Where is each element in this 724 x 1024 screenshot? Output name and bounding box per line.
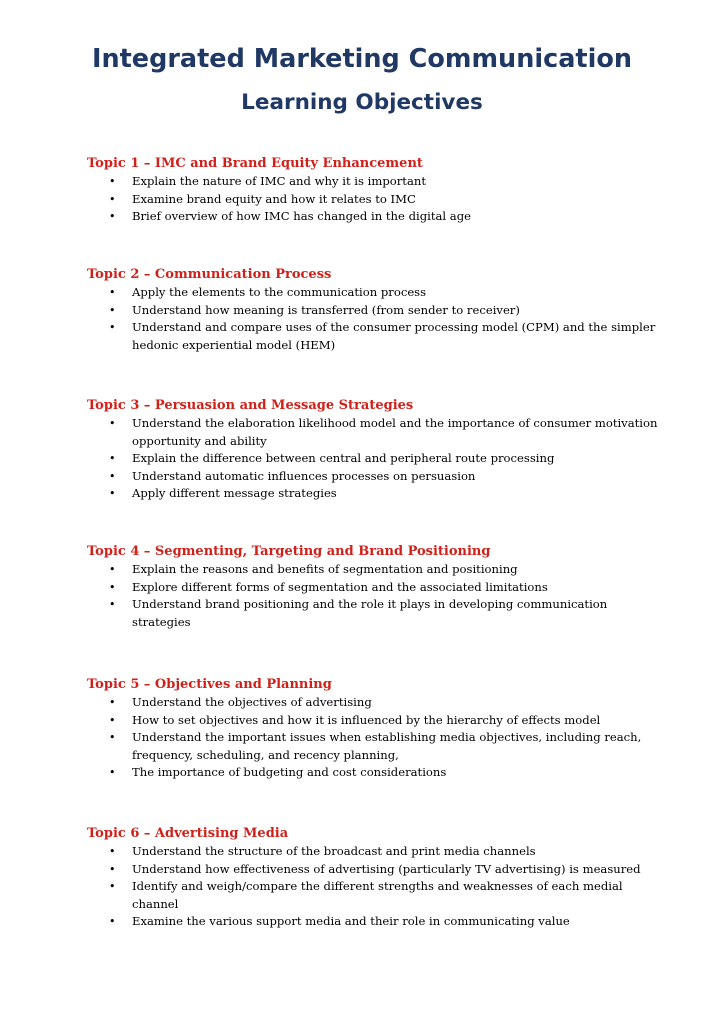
bullet-icon: • bbox=[109, 417, 116, 430]
bullet-icon: • bbox=[109, 731, 116, 744]
bullet-icon: • bbox=[109, 175, 116, 188]
list-item bbox=[87, 729, 664, 764]
topic-heading: Topic 5 – Objectives and Planning bbox=[87, 677, 332, 692]
list-item-text: Explain the nature of IMC and why it is important bbox=[132, 174, 426, 188]
list-item-text: How to set objectives and how it is influenced by the hierarchy of effects model bbox=[132, 712, 601, 727]
list-item-text: Understand how effectiveness of advertising (particularly TV advertising) is measured bbox=[132, 861, 641, 876]
list-item-text: Identify and weigh/compare the different strengths and weaknesses of each medial channel bbox=[132, 879, 623, 911]
bullet-icon: • bbox=[109, 210, 116, 223]
list-item bbox=[87, 208, 664, 226]
bullet-icon: • bbox=[109, 286, 116, 299]
bullet-icon: • bbox=[109, 469, 116, 483]
list-item bbox=[87, 319, 664, 354]
list-item bbox=[87, 450, 664, 468]
list-item bbox=[87, 694, 664, 712]
bullet-icon: • bbox=[109, 696, 116, 709]
bullet-icon: • bbox=[109, 321, 116, 334]
list-item-text: Understand automatic influences processes on persuasion bbox=[132, 468, 476, 483]
list-item bbox=[87, 415, 664, 450]
bullet-icon: • bbox=[109, 713, 116, 727]
list-item bbox=[87, 913, 664, 931]
bullet-list bbox=[87, 415, 664, 503]
bullet-list bbox=[87, 843, 664, 931]
bullet-icon: • bbox=[109, 580, 116, 594]
topic-section-3 bbox=[87, 397, 664, 503]
bullet-list bbox=[87, 561, 664, 631]
bullet-icon: • bbox=[109, 563, 116, 576]
topic-heading: Topic 4 – Segmenting, Targeting and Brand Positioning bbox=[87, 544, 491, 559]
list-item-text: Apply the elements to the communication process bbox=[132, 285, 427, 299]
document-title: Integrated Marketing Communication bbox=[91, 44, 633, 74]
topic-heading: Topic 1 – IMC and Brand Equity Enhancement bbox=[87, 156, 423, 171]
topic-section-1 bbox=[87, 155, 664, 226]
list-item bbox=[87, 764, 664, 782]
list-item bbox=[87, 712, 664, 730]
list-item-text: The importance of budgeting and cost considerations bbox=[132, 765, 447, 779]
list-item-text: Explain the reasons and benefits of segmentation and positioning bbox=[132, 562, 518, 576]
list-item bbox=[87, 561, 664, 579]
bullet-icon: • bbox=[109, 303, 116, 317]
list-item-text: Brief overview of how IMC has changed in the digital age bbox=[132, 209, 471, 223]
list-item bbox=[87, 191, 664, 209]
list-item bbox=[87, 485, 664, 503]
list-item bbox=[87, 843, 664, 861]
document-subtitle: Learning Objectives bbox=[241, 90, 483, 115]
list-item-text: Apply different message strategies bbox=[132, 486, 337, 500]
list-item-text: Explain the difference between central and peripheral route processing bbox=[132, 451, 555, 465]
bullet-icon: • bbox=[109, 598, 116, 611]
bullet-list bbox=[87, 173, 664, 226]
topic-section-4 bbox=[87, 543, 664, 631]
topic-section-6 bbox=[87, 825, 664, 931]
list-item-text: Understand the elaboration likelihood model and the importance of consumer motivation opportunity and ability bbox=[132, 416, 658, 448]
list-item-text: Explore different forms of segmentation and the associated limitations bbox=[132, 579, 548, 594]
topic-section-2 bbox=[87, 266, 664, 354]
list-item-text: Understand and compare uses of the consumer processing model (CPM) and the simpler hedonic experiential model (HEM) bbox=[132, 320, 656, 352]
list-item-text: Examine brand equity and how it relates to IMC bbox=[132, 191, 416, 206]
bullet-icon: • bbox=[109, 915, 116, 928]
bullet-icon: • bbox=[109, 845, 116, 858]
bullet-icon: • bbox=[109, 192, 116, 206]
list-item-text: Examine the various support media and their role in communicating value bbox=[132, 914, 570, 928]
list-item bbox=[87, 878, 664, 913]
topic-heading: Topic 3 – Persuasion and Message Strategies bbox=[87, 398, 414, 413]
bullet-list bbox=[87, 694, 664, 782]
list-item bbox=[87, 173, 664, 191]
bullet-icon: • bbox=[109, 452, 116, 465]
bullet-icon: • bbox=[109, 862, 116, 876]
list-item-text: Understand the important issues when establishing media objectives, including reach, frequency, scheduling, and recency planning, bbox=[132, 730, 642, 762]
list-item-text: Understand how meaning is transferred (from sender to receiver) bbox=[132, 302, 520, 317]
list-item bbox=[87, 861, 664, 879]
list-item bbox=[87, 468, 664, 486]
list-item-text: Understand brand positioning and the role it plays in developing communication strategies bbox=[132, 597, 608, 629]
list-item bbox=[87, 596, 664, 631]
list-item bbox=[87, 302, 664, 320]
topic-section-5 bbox=[87, 676, 664, 782]
list-item bbox=[87, 284, 664, 302]
topic-heading: Topic 2 – Communication Process bbox=[87, 267, 332, 282]
bullet-icon: • bbox=[109, 487, 116, 500]
bullet-icon: • bbox=[109, 880, 116, 893]
list-item-text: Understand the objectives of advertising bbox=[132, 695, 372, 709]
topic-heading: Topic 6 – Advertising Media bbox=[87, 826, 289, 841]
bullet-list bbox=[87, 284, 664, 354]
list-item bbox=[87, 579, 664, 597]
list-item-text: Understand the structure of the broadcast and print media channels bbox=[132, 844, 536, 858]
bullet-icon: • bbox=[109, 766, 116, 779]
